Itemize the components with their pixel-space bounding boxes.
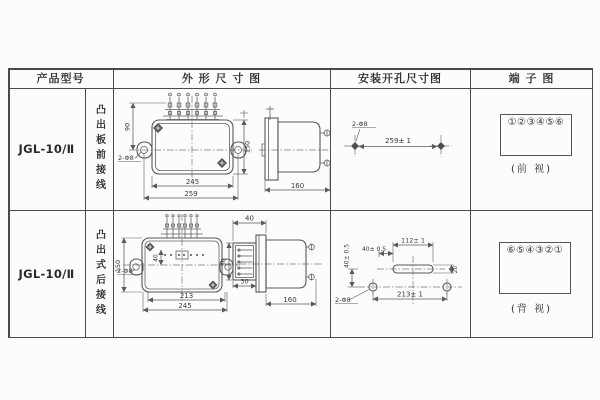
hole-label-row2-outline: 2-Φ8 (117, 267, 133, 275)
dim-offset-v-label: 40± 0.5 (343, 243, 351, 269)
terminal-caption-row2: (背 视) (511, 304, 552, 315)
install-drawing-row2 (332, 212, 468, 338)
terminal-box-row1 (500, 114, 572, 156)
dim-offset-h-label: 40± 0.5 (361, 246, 387, 253)
dimensions-install-row2 (335, 237, 459, 305)
dimensions-row1 (118, 103, 330, 200)
wiring-type-row2-text: 凸出式后接线 (93, 229, 105, 319)
hole-label-row2-install: 2-Φ8 (335, 296, 351, 304)
hole-label-row1-outline: 2-Φ8 (118, 154, 134, 162)
dim-depth-label-row2: 160 (283, 296, 297, 304)
front-view-case (137, 120, 246, 174)
dim-span-label-row1: 259± 1 (385, 137, 411, 145)
dim-case-width-label-row2: 245 (178, 302, 192, 310)
model-name-row1: JGL-10/Ⅱ (18, 142, 75, 156)
dim-hole-span-label-row1: 259 (184, 190, 198, 198)
side-view-row1 (262, 106, 330, 180)
terminal-pins-row1 (163, 93, 223, 120)
col-divider-3 (470, 68, 471, 338)
model-name-row2: JGL-10/Ⅱ (18, 267, 75, 281)
dim-block-depth-label: 40 (245, 214, 254, 223)
dim-block-label: 30 (240, 277, 249, 286)
terminal-box-row2 (499, 242, 571, 294)
outline-drawing-row2 (113, 212, 330, 338)
dimensions-install-row1 (352, 120, 437, 147)
rear-pin-dots (164, 251, 204, 259)
dim-depth-label-row1: 160 (290, 182, 305, 190)
terminal-numbers-row1: ①②③④⑤⑥ (507, 117, 565, 128)
dim-case-width-label-row1: 245 (185, 178, 200, 186)
header-model: 产品型号 (36, 72, 85, 85)
terminal-caption-row1: (前 视) (511, 164, 552, 175)
header-outline: 外 形 尺 寸 图 (181, 72, 262, 85)
dim-slot-width-label: 112± 1 (400, 236, 426, 245)
rear-block-pins (237, 249, 253, 275)
terminal-numbers-row2: ⑥⑤④③②① (506, 245, 564, 256)
outline-drawing-row1 (113, 90, 330, 208)
install-drawing-row1 (332, 90, 468, 208)
dim-case-height-label-row2: 150 (114, 259, 122, 273)
table-border-right (592, 68, 594, 338)
dim-terminal-height-label: 90 (123, 122, 132, 132)
wiring-type-row1-text: 凸出板前接线 (93, 104, 105, 194)
header-install: 安装开孔尺寸图 (358, 72, 442, 85)
dim-hole-span-label-row2: 213 (179, 292, 194, 300)
dim-inner-label-row2: 40 (152, 254, 160, 262)
dim-case-height-label-row1: 150 (243, 140, 252, 154)
wiring-type-row1 (85, 88, 113, 210)
dim-slot-height-label: 20 (452, 265, 459, 274)
dim-span-label-row2: 213± 1 (397, 290, 423, 299)
header-terminal: 端 子 图 (508, 72, 555, 85)
dimensions-row2 (114, 215, 316, 313)
dim-block-height-label: 50 (220, 258, 228, 266)
wiring-type-row2 (85, 210, 113, 338)
hole-label-row1-install: 2-Φ8 (352, 120, 368, 128)
center-lines (129, 96, 329, 184)
